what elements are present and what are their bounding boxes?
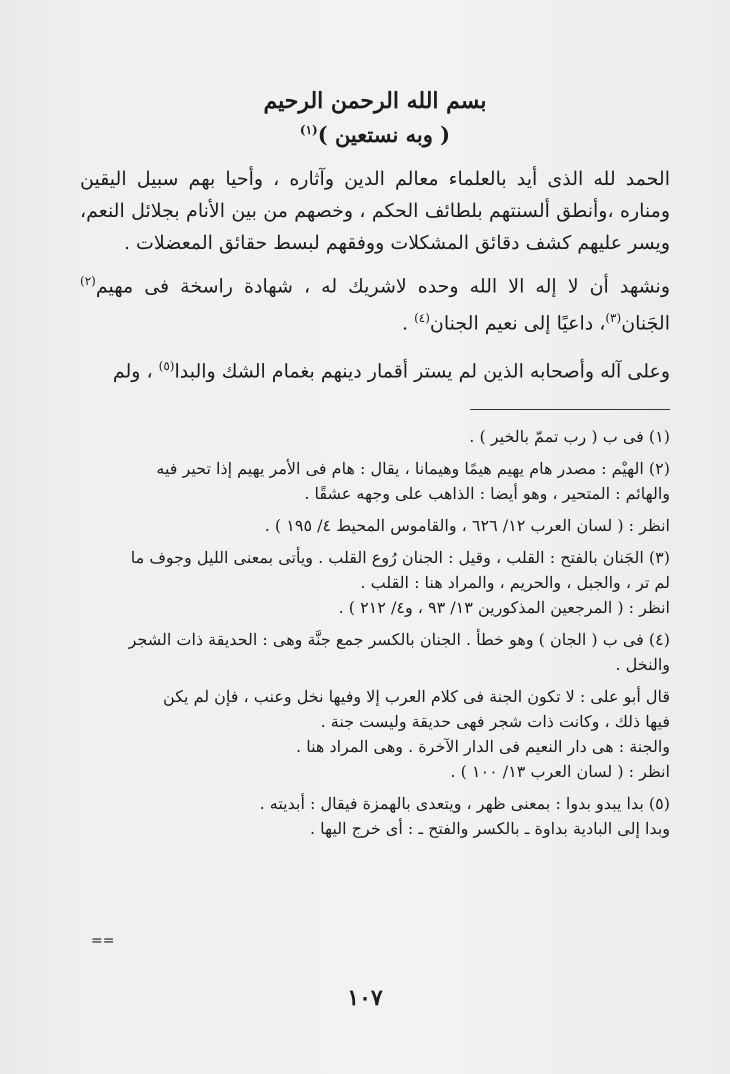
subtitle-text: ( وبه نستعين ) — [317, 122, 451, 147]
footnote-5-line-1: (٥) بدا يبدو بدوا : بمعنى ظهر ، ويتعدى بالهمزة فيقال : أبديته . — [259, 793, 670, 813]
footnote-4-quote-line-1: قال أبو على : لا تكون الجنة فى كلام العرب إلا وفيها نخل وعنب ، فإن لم يكن — [163, 686, 670, 706]
footnote-4-quote-line-3: والجنة : هى دار النعيم فى الدار الآخرة . وهى المراد هنا . — [296, 736, 670, 756]
companions-text-b: ، ولم — [112, 359, 159, 382]
footnote-2-ref-text: انظر : ( لسان العرب ١٢/ ٦٢٦ ، والقاموس المحيط ٤/ ١٩٥ ) . — [264, 515, 670, 535]
paragraph-praise: الحمد لله الذى أيد بالعلماء معالم الدين وآثاره ، وأحيا بهم سبيل اليقين ومناره ،وأنطق ألسنتهم بلطائف الحكم ، وخصهم من بين الأنام بجلائل النعم، ويسر عليهم كشف دقائق المشكلات ووفقهم لبسط حقائق المعضلات . — [80, 168, 670, 254]
footnote-4-line-2: والنخل . — [615, 654, 670, 674]
separator-line — [470, 409, 670, 410]
testimony-text-c: ، داعيًا إلى نعيم الجنان — [429, 312, 606, 335]
continuation-mark: == — [91, 933, 115, 949]
footnote-4-line-1: (٤) فى ب ( الجان ) وهو خطأ . الجنان بالكسر جمع جنَّة وهى : الحديقة ذات الشجر — [128, 629, 670, 649]
companions-text-a: وعلى آله وأصحابه الذين لم يستر أقمار دينهم بغمام الشك والبدا — [174, 359, 670, 382]
page-number: ١٠٧ — [347, 985, 383, 1011]
footnote-3-ref-text: انظر : ( المرجعين المذكورين ١٣/ ٩٣ ، و٤/ ٢١٢ ) . — [338, 597, 670, 617]
footnote-4-ref-text: انظر : ( لسان العرب ١٣/ ١٠٠ ) . — [450, 761, 670, 781]
paragraph-testimony — [80, 265, 670, 340]
page-content — [80, 88, 670, 848]
footnote-2-line-2: والهائم : المتحير ، وهو أيضا : الذاهب على وجهه عشقًا . — [304, 483, 670, 503]
testimony-text-b: الجَنان — [621, 312, 670, 335]
footnote-3-line-1: (٣) الجَنان بالفتح : القلب ، وقيل : الجنان رُوع القلب . ويأتى بمعنى الليل وجوف ما — [130, 547, 670, 567]
subtitle-heading — [80, 122, 670, 147]
footnote-1 — [80, 424, 670, 449]
paragraph-companions — [80, 350, 670, 387]
footnote-4-quote-line-2: فيها ذلك ، وكانت ذات شجر فهى حديقة وليست جنة . — [320, 711, 670, 731]
testimony-text-a: ونشهد أن لا إله الا الله وحده لاشريك له ، شهادة راسخة فى مهيم — [95, 275, 670, 298]
footnote-2-line-1: (٢) الهيْم : مصدر هام يهيم هيمًا وهيمانا ، يقال : هام فى الأمر يهيم إذا تحير فيه — [156, 458, 670, 478]
footnote-4 — [80, 627, 670, 677]
footnote-3-line-2: لم تر ، والجبل ، والحريم ، والمراد هنا : القلب . — [360, 572, 670, 592]
footnote-5 — [80, 791, 670, 841]
footnote-ref-1: (١) — [299, 123, 318, 137]
footnote-ref-4: (٤) — [414, 311, 430, 326]
footnote-2-reference — [80, 513, 670, 538]
footnote-separator — [80, 409, 670, 410]
footnote-5-line-2: وبدا إلى البادية بداوة ـ بالكسر والفتح ـ : أى خرج اليها . — [310, 818, 670, 838]
footnote-3 — [80, 545, 670, 620]
footnote-1-text: (١) فى ب ( رب تممّ بالخير ) . — [469, 426, 670, 446]
footnote-ref-2: (٢) — [80, 274, 96, 288]
testimony-text-d: . — [402, 312, 415, 335]
footnote-ref-3: (٣) — [605, 311, 622, 326]
footnote-2 — [80, 456, 670, 506]
basmala-heading: بسم الله الرحمن الرحيم — [263, 88, 487, 114]
footnote-ref-5: (٥) — [158, 358, 175, 373]
footnote-4-quote — [80, 684, 670, 784]
